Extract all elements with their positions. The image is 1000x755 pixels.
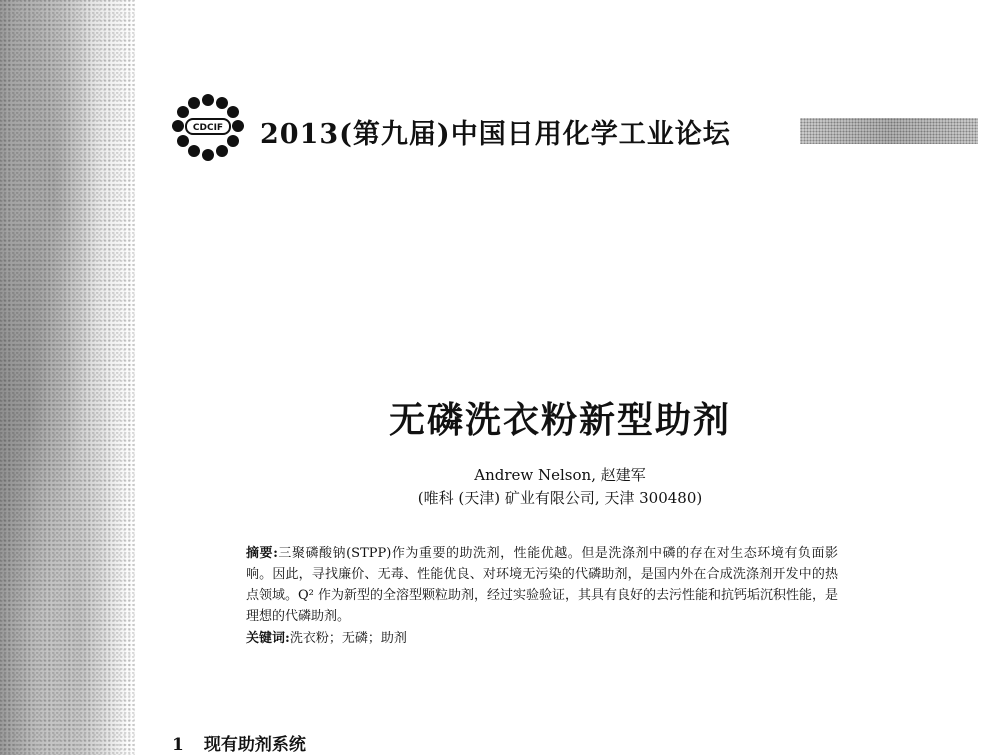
logo-text: CDCIF: [192, 123, 224, 133]
paper-authors: Andrew Nelson, 赵建军: [474, 466, 646, 484]
keywords-text: 洗衣粉；无磷；助剂: [289, 631, 407, 646]
forum-title: 2013(第九届)中国日用化学工业论坛: [260, 119, 731, 150]
abstract-label: 摘要:: [246, 546, 278, 561]
paper-affiliation: (唯科 (天津) 矿业有限公司, 天津 300480): [417, 489, 703, 507]
paper-title: 无磷洗衣粉新型助剂: [388, 399, 731, 441]
cdcif-logo: [168, 92, 248, 164]
section-title: 现有助剂系统: [203, 735, 306, 755]
keywords: [246, 628, 838, 649]
keywords-label: 关键词:: [246, 631, 290, 646]
abstract-text: 三聚磷酸钠(STPP)作为重要的助洗剂，性能优越。但是洗涤剂中磷的存在对生态环境有负面影响。因此，寻找廉价、无毒、性能优良、对环境无污染的代磷助剂，是国内外在合成洗涤剂开发中的热点领域。Q² 作为新型的全溶型颗粒助剂，经过实验验证，其具有良好的去污性能和抗钙垢沉积性能，是理想的代磷助剂。: [246, 546, 839, 624]
header-decoration: [800, 118, 978, 144]
section-number: 1: [172, 735, 184, 755]
forum-header: [168, 92, 980, 164]
section-heading: [172, 730, 306, 755]
abstract: [246, 543, 838, 627]
textured-margin: [0, 0, 135, 755]
